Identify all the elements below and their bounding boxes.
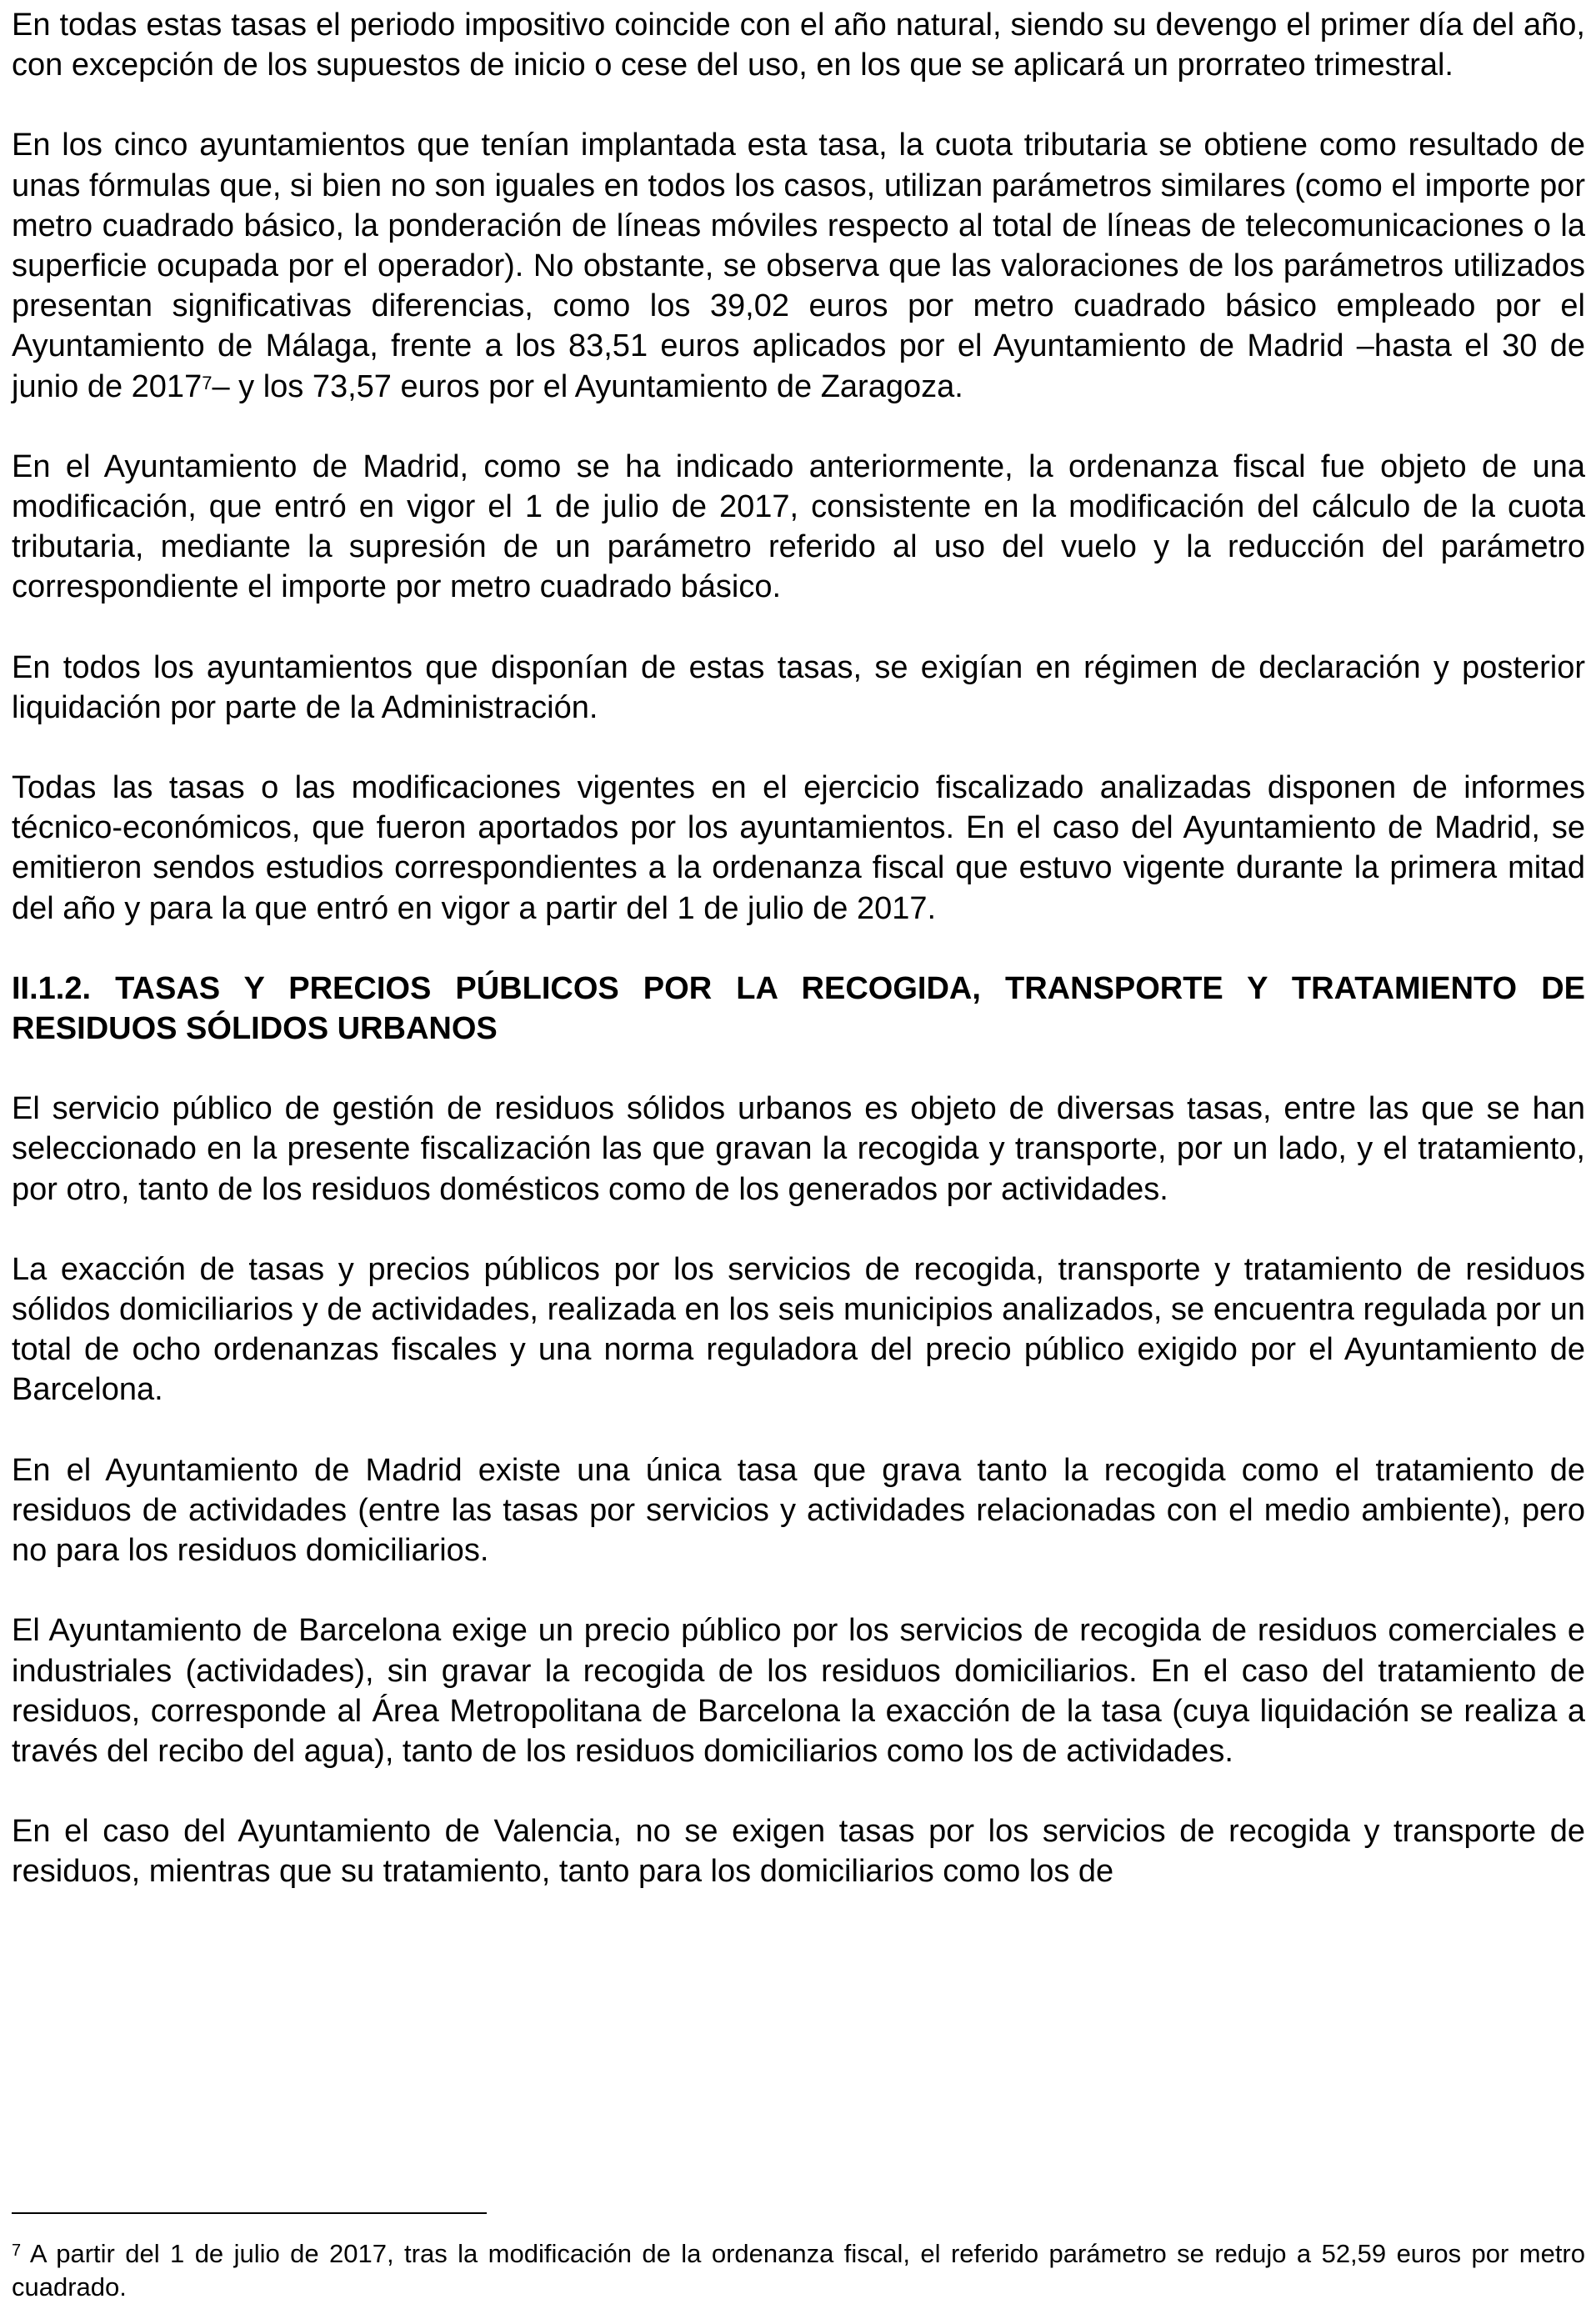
footnote-7 xyxy=(12,2237,1585,2304)
paragraph-declaration-regime: En todos los ayuntamientos que disponían de estas tasas, se exigían en régimen de declaración y posterior liquidación por parte de la Administración. xyxy=(12,649,1585,725)
paragraph-technical-reports: Todas las tasas o las modificaciones vigentes en el ejercicio fiscalizado analizadas disponen de informes técnico-económicos, que fueron aportados por los ayuntamientos. En el caso del Ayuntamiento de Madrid, se emitieron sendos estudios correspondientes a la ordenanza fiscal que estuvo vigente durante la primera mitad del año y para la que entró en vigor a partir del 1 de julio de 2017. xyxy=(12,770,1585,926)
paragraph-valencia-waste: En el caso del Ayuntamiento de Valencia, no se exigen tasas por los servicios de recogida y transporte de residuos, mientras que su tratamiento, tanto para los domiciliarios como los de xyxy=(12,1814,1585,1890)
paragraph-tax-formula-tail: – y los 73,57 euros por el Ayuntamiento de Zaragoza. xyxy=(212,368,963,404)
paragraph-madrid-modification: En el Ayuntamiento de Madrid, como se ha indicado anteriormente, la ordenanza fiscal fue objeto de una modificación, que entró en vigor el 1 de julio de 2017, consistente en la modificación del cálculo de la cuota tributaria, mediante la supresión de un parámetro referido al uso del vuelo y la reducción del parámetro correspondiente el importe por metro cuadrado básico. xyxy=(12,448,1585,605)
document-page xyxy=(12,0,1585,2314)
footnote-number: 7 xyxy=(12,2241,22,2260)
footnote-reference-7: 7 xyxy=(202,372,213,393)
footnote-separator xyxy=(12,2212,487,2214)
paragraph-tax-formula xyxy=(12,125,1585,406)
paragraph-waste-service: El servicio público de gestión de residuos sólidos urbanos es objeto de diversas tasas, entre las que se han seleccionado en la presente fiscalización las que gravan la recogida y transporte, por un lado, y el tratamiento, por otro, tanto de los residuos domésticos como de los generados por actividades. xyxy=(12,1091,1585,1207)
paragraph-tax-formula-text: En los cinco ayuntamientos que tenían implantada esta tasa, la cuota tributaria se obtiene como resultado de unas fórmulas que, si bien no son iguales en todos los casos, utilizan parámetros similares (como el importe por metro cuadrado básico, la ponderación de líneas móviles respecto al total de líneas de telecomunicaciones o la superficie ocupada por el operador). No obstante, se observa que las valoraciones de los parámetros utilizados presentan significativas diferencias, como los 39,02 euros por metro cuadrado básico empleado por el Ayuntamiento de Málaga, frente a los 83,51 euros aplicados por el Ayuntamiento de Madrid –hasta el 30 de junio de 2017 xyxy=(12,128,1585,404)
section-heading: II.1.2. TASAS Y PRECIOS PÚBLICOS POR LA RECOGIDA, TRANSPORTE Y TRATAMIENTO DE RESIDUOS SÓLIDOS URBANOS xyxy=(12,970,1585,1047)
paragraph-tax-period: En todas estas tasas el periodo impositivo coincide con el año natural, siendo su devengo el primer día del año, con excepción de los supuestos de inicio o cese del uso, en los que se aplicará un prorrateo trimestral. xyxy=(12,8,1585,83)
paragraph-waste-regulation: La exacción de tasas y precios públicos por los servicios de recogida, transporte y tratamiento de residuos sólidos domiciliarios y de actividades, realizada en los seis municipios analizados, se encuentra regulada por un total de ocho ordenanzas fiscales y una norma reguladora del precio público exigido por el Ayuntamiento de Barcelona. xyxy=(12,1251,1585,1408)
document-body xyxy=(12,5,1585,1932)
footnote-text: A partir del 1 de julio de 2017, tras la modificación de la ordenanza fiscal, el referido parámetro se redujo a 52,59 euros por metro cuadrado. xyxy=(12,2239,1585,2301)
paragraph-barcelona-waste: El Ayuntamiento de Barcelona exige un precio público por los servicios de recogida de residuos comerciales e industriales (actividades), sin gravar la recogida de los residuos domiciliarios. En el caso del tratamiento de residuos, corresponde al Área Metropolitana de Barcelona la exacción de la tasa (cuya liquidación se realiza a través del recibo del agua), tanto de los residuos domiciliarios como los de actividades. xyxy=(12,1613,1585,1769)
paragraph-madrid-waste: En el Ayuntamiento de Madrid existe una única tasa que grava tanto la recogida como el tratamiento de residuos de actividades (entre las tasas por servicios y actividades relacionadas con el medio ambiente), pero no para los residuos domiciliarios. xyxy=(12,1452,1585,1569)
